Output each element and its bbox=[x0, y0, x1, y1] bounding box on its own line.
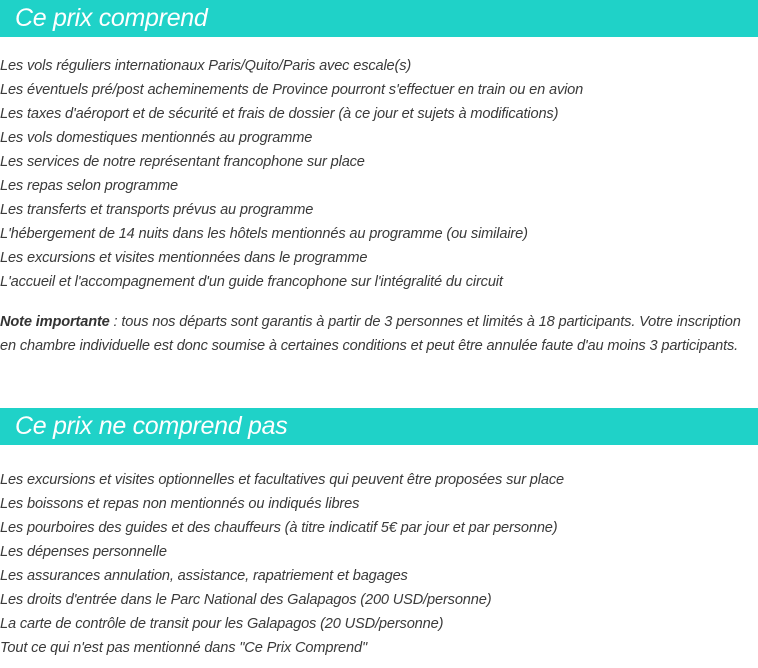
list-item: Les services de notre représentant francophone sur place bbox=[0, 154, 365, 170]
list-item: Les assurances annulation, assistance, rapatriement et bagages bbox=[0, 568, 408, 584]
note-text: : tous nos départs sont garantis à partir de 3 personnes et limités à 18 participants. Votre inscription en chambre individuelle est donc soumise à certaines conditions et peut être annulée faute d'au moins 3 participants. bbox=[0, 314, 741, 354]
list-item: Les transferts et transports prévus au programme bbox=[0, 202, 314, 218]
list-item: Les éventuels pré/post acheminements de Province pourront s'effectuer en train ou en avion bbox=[0, 82, 584, 98]
list-item: L'accueil et l'accompagnement d'un guide francophone sur l'intégralité du circuit bbox=[0, 274, 503, 290]
list-item: Les repas selon programme bbox=[0, 178, 178, 194]
list-item: Les taxes d'aéroport et de sécurité et frais de dossier (à ce jour et sujets à modifications) bbox=[0, 106, 559, 122]
includes-list bbox=[0, 54, 758, 294]
list-item: Les dépenses personnelle bbox=[0, 544, 167, 560]
section-title-excludes: Ce prix ne comprend pas bbox=[0, 408, 758, 445]
excludes-list bbox=[0, 468, 758, 660]
section-title-includes: Ce prix comprend bbox=[0, 0, 758, 37]
price-excludes-section bbox=[0, 408, 758, 660]
list-item: Les droits d'entrée dans le Parc National des Galapagos (200 USD/personne) bbox=[0, 592, 492, 608]
list-item: Les excursions et visites mentionnées dans le programme bbox=[0, 250, 368, 266]
list-item: Les excursions et visites optionnelles et facultatives qui peuvent être proposées sur place bbox=[0, 472, 564, 488]
list-item: Les vols réguliers internationaux Paris/Quito/Paris avec escale(s) bbox=[0, 58, 412, 74]
list-item: La carte de contrôle de transit pour les Galapagos (20 USD/personne) bbox=[0, 616, 444, 632]
important-note bbox=[0, 310, 758, 358]
list-item: Les pourboires des guides et des chauffeurs (à titre indicatif 5€ par jour et par personne) bbox=[0, 520, 558, 536]
list-item: L'hébergement de 14 nuits dans les hôtels mentionnés au programme (ou similaire) bbox=[0, 226, 528, 242]
list-item: Les boissons et repas non mentionnés ou indiqués libres bbox=[0, 496, 360, 512]
list-item: Les vols domestiques mentionnés au programme bbox=[0, 130, 313, 146]
list-item: Tout ce qui n'est pas mentionné dans "Ce Prix Comprend" bbox=[0, 640, 367, 656]
note-label: Note importante bbox=[0, 314, 110, 330]
